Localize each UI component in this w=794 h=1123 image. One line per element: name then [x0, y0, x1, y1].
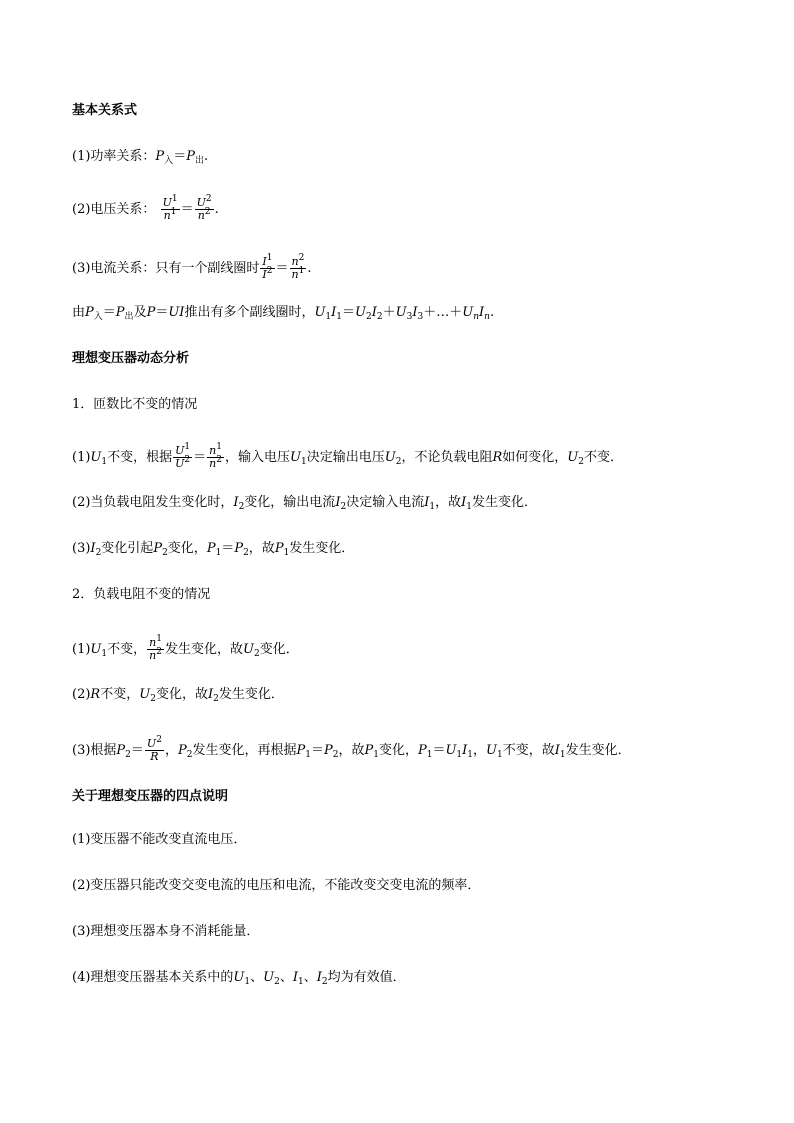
text: 发生变化．: [471, 495, 537, 510]
text: 不变，: [107, 642, 147, 657]
current-relation: (3)电流关系：只有一个副线圈时 $\frac{I^1}{I^2}$ ＝ $\frac{n^2}{n^1}$ .: [72, 253, 312, 281]
text: ，故: [338, 743, 365, 758]
text: 变化，: [167, 541, 207, 556]
case2-item2: (2)R不变，$U_2$变化，故$I_2$发生变化．: [72, 687, 284, 704]
text: 发生变化，再根据: [192, 743, 297, 758]
fraction-u2-n2: $\frac{U^2}{n^2}$: [196, 194, 212, 222]
case1-item3: $(3)I_2$变化引起$P_2$变化，$P_1=P_2$，故$P_1$发生变化．: [72, 541, 355, 558]
text: (4)理想变压器基本关系中的: [72, 970, 234, 985]
text: 不变，: [100, 687, 140, 702]
note-item-4: (4)理想变压器基本关系中的$U_1$、$U_2$、$I_1$、$I_2$均为有效值．: [72, 970, 406, 987]
text: (2): [72, 687, 91, 702]
text: 不变．: [583, 450, 623, 465]
text: 变化，输出电流: [244, 495, 336, 510]
case1-item2: (2)当负载电阻发生变化时，$I_2$变化，输出电流$I_2$决定输入电流$I_1$，故$I_1$发生变化．: [72, 495, 537, 512]
text: 变化．: [259, 642, 299, 657]
heading-dynamic-analysis: 理想变压器动态分析: [72, 351, 190, 366]
text: 变化，: [378, 743, 418, 758]
text: (3)根据: [72, 743, 117, 758]
case2-item1: $(1)U_1$不变， $\frac{n^1}{n^2}$ 发生变化，故$U_2$变化．: [72, 634, 299, 662]
note-item: (2)变压器只能改变交变电流的电压和电流，不能改变交变电流的频率．: [72, 878, 481, 893]
case1-title: 1．匝数比不变的情况: [72, 397, 198, 412]
power-relation: (1)功率关系：$P_入=P_出$.: [72, 149, 209, 166]
text: ，: [164, 743, 178, 758]
heading-four-notes: 关于理想变压器的四点说明: [72, 789, 229, 804]
text: (2)当负载电阻发生变化时，: [72, 495, 234, 510]
multi-coil-relation: 由$P_入=P_出$及P＝UI推出有多个副线圈时，$U_1I_1=U_2I_2+U_3I_3+\dots+U_nI_n$.: [72, 305, 495, 322]
note-item: (3)理想变压器本身不消耗能量．: [72, 924, 260, 939]
text: ，: [473, 743, 487, 758]
text: (1): [72, 450, 91, 465]
fraction-n2-n1: $\frac{n^2}{n^1}$: [291, 253, 305, 281]
multi-mid2: 推出有多个副线圈时，: [184, 305, 315, 320]
fraction-u1-n1: $\frac{U^1}{n^1}$: [162, 194, 178, 222]
fraction-i1-i2: $\frac{I^1}{I^2}$: [262, 253, 273, 281]
case1-item1: $(1)U_1$不变，根据 $\frac{U^1}{U^2}$ ＝ $\frac{n^1}{n^2}$ ，输入电压$U_1$决定输出电压$U_2$，不论负载电阻R如何变化，$U_2$不变．: [72, 442, 623, 470]
case2-title: 2．负载电阻不变的情况: [72, 587, 211, 602]
fraction-n1-n2-b: $\frac{n^1}{n^2}$: [149, 634, 162, 662]
text: 如何变化，: [502, 450, 568, 465]
current-label: (3)电流关系：只有一个副线圈时: [72, 261, 260, 276]
text: 变化，故: [155, 687, 208, 702]
text: (1): [72, 642, 91, 657]
case2-item3: (3)根据$P_2=$ $\frac{U^2}{R}$ ，$P_2$发生变化，再根据$P_1=P_2$，故$P_1$变化，$P_1=U_1I_1$，$U_1$不变，故$I_1$发生变化．: [72, 735, 631, 763]
fraction-n1-n2: $\frac{n^1}{n^2}$: [209, 442, 222, 470]
heading-basic-relations: 基本关系式: [72, 103, 138, 118]
text: 决定输入电流: [346, 495, 425, 510]
text: 决定输出电压: [306, 450, 385, 465]
note-item: (1)变压器不能改变直流电压．: [72, 832, 247, 847]
text: (3): [72, 541, 91, 556]
text: ，故: [435, 495, 462, 510]
text: 不变，故: [502, 743, 555, 758]
multi-prefix: 由: [72, 305, 86, 320]
voltage-relation: (2)电压关系： $\frac{U^1}{n^1}$ ＝ $\frac{U^2}{n^2}$ .: [72, 194, 219, 222]
power-label: (1)功率关系：: [72, 149, 156, 164]
voltage-label: (2)电压关系：: [72, 202, 156, 217]
text: 发生变化．: [289, 541, 355, 556]
multi-mid1: 及: [133, 305, 147, 320]
text: ，输入电压: [225, 450, 291, 465]
fraction-u1-u2: $\frac{U^1}{U^2}$: [175, 442, 191, 470]
text: ，不论负载电阻: [401, 450, 493, 465]
text: 发生变化．: [218, 687, 284, 702]
text: 发生变化，故: [164, 642, 243, 657]
fraction-u2sq-r: $\frac{U^2}{R}$: [146, 735, 162, 763]
text: ，故: [248, 541, 275, 556]
text: 不变，根据: [107, 450, 173, 465]
text: 变化引起: [101, 541, 154, 556]
text: 发生变化．: [565, 743, 631, 758]
text: 均为有效值．: [327, 970, 406, 985]
